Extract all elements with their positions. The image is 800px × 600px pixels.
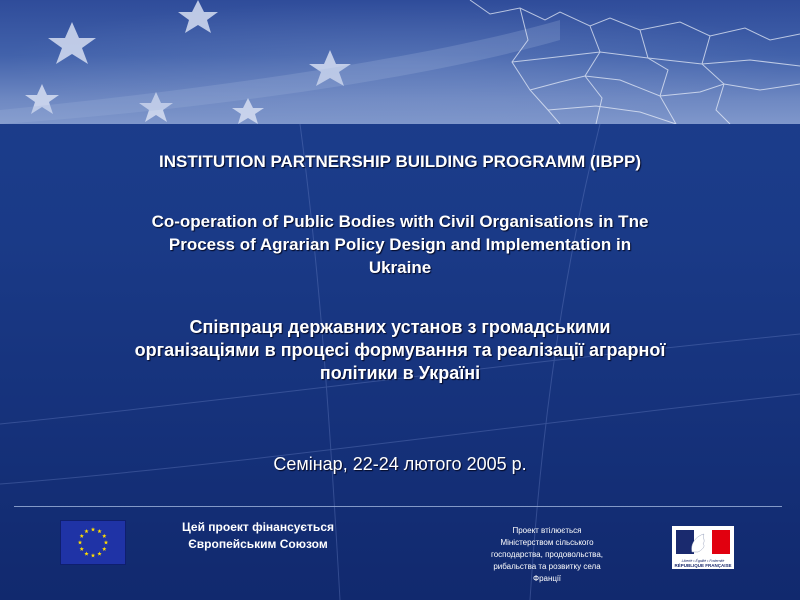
- eu-star-icon: [80, 547, 84, 551]
- ukrainian-title: [40, 316, 760, 385]
- footer-divider: [14, 506, 782, 507]
- eu-star-icon: [104, 540, 108, 544]
- eu-star-icon: [102, 547, 106, 551]
- ukrainian-title-line: організаціями в процесі формування та реалізації аграрної: [134, 340, 666, 360]
- header-banner: [0, 0, 800, 124]
- eu-star-icon: [84, 551, 88, 555]
- eu-star-icon: [84, 529, 88, 533]
- english-title-line: Co-operation of Public Bodies with Civil Organisations in Tne: [151, 212, 649, 231]
- english-title-line: Process of Agrarian Policy Design and Implementation in: [168, 235, 632, 254]
- french-republic-logo-icon: [672, 526, 734, 569]
- french-logo-label: RÉPUBLIQUE FRANÇAISE: [674, 563, 732, 568]
- funding-note: [150, 519, 366, 553]
- eu-flag-icon: [60, 520, 126, 565]
- eu-star-icon: [78, 540, 82, 544]
- funding-note-line: Цей проект фінансується: [181, 520, 334, 534]
- english-title-line: Ukraine: [368, 258, 432, 277]
- implementation-note-line: господарства, продовольства,: [490, 550, 604, 559]
- french-logo-motto: Liberté • Égalité • Fraternité: [681, 559, 725, 563]
- implementation-note-line: Проект втілюється: [512, 526, 582, 535]
- eu-star-icon: [91, 553, 95, 557]
- ukrainian-title-line: політики в Україні: [319, 363, 481, 383]
- program-title: INSTITUTION PARTNERSHIP BUILDING PROGRAMM (IBPP): [159, 152, 641, 171]
- eu-star-icon: [97, 551, 101, 555]
- implementation-note-line: Франції: [533, 574, 561, 583]
- english-title: [40, 210, 760, 279]
- eu-star-icon: [80, 534, 84, 538]
- eu-star-icon: [102, 534, 106, 538]
- banner-decoration: [0, 0, 800, 124]
- eu-star-icon: [91, 527, 95, 531]
- seminar-date: Семінар, 22-24 лютого 2005 р.: [273, 454, 527, 474]
- ukrainian-title-line: Співпраця державних установ з громадськими: [189, 317, 611, 337]
- funding-note-line: Європейським Союзом: [188, 537, 328, 551]
- implementation-note-line: рибальства та розвитку села: [493, 562, 601, 571]
- implementation-note: [464, 525, 630, 585]
- eu-star-icon: [97, 529, 101, 533]
- implementation-note-line: Міністерством сільського: [500, 538, 594, 547]
